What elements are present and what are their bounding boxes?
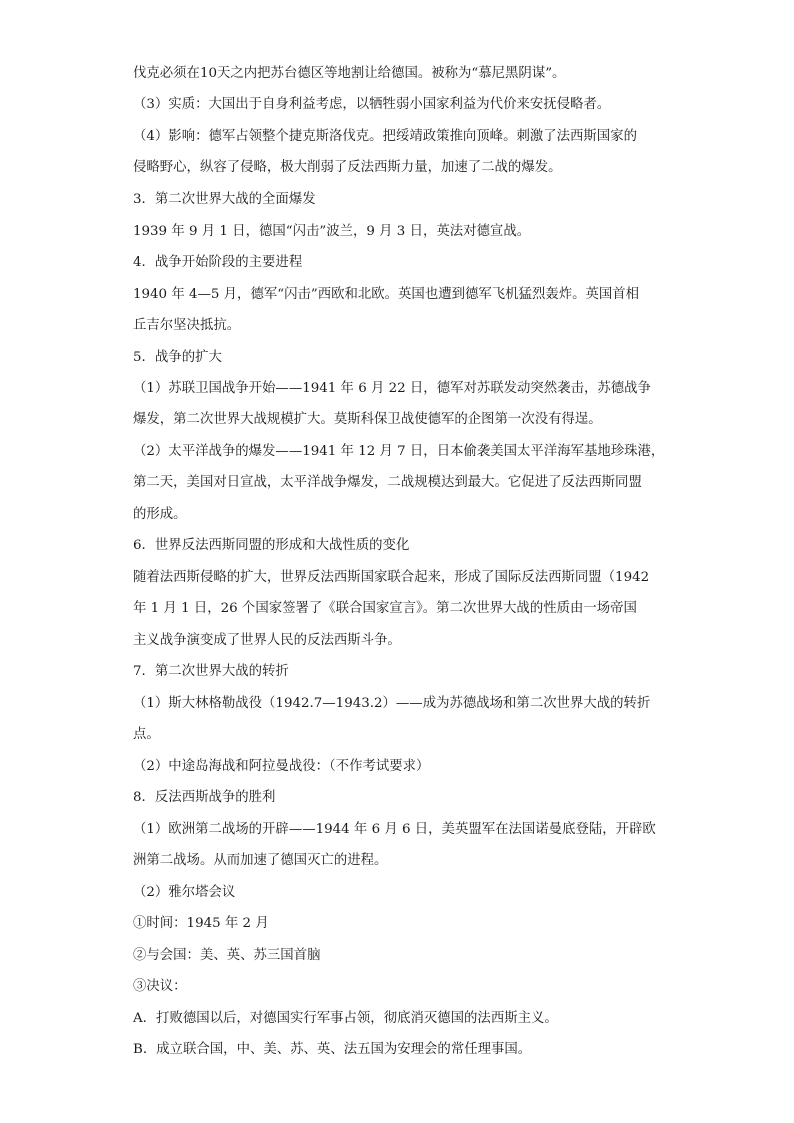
text-line: ①时间：1945 年 2 月 <box>133 916 269 931</box>
section-heading: 3．第二次世界大战的全面爆发 <box>133 192 316 207</box>
text-line: 侵略野心，纵容了侵略，极大削弱了反法西斯力量，加速了二战的爆发。 <box>133 160 562 175</box>
text-line: （4）影响：德军占领整个捷克斯洛伐克。把绥靖政策推向顶峰。刺激了法西斯国家的 <box>133 129 637 144</box>
section-heading: 7．第二次世界大战的转折 <box>133 664 289 679</box>
section-heading: 8．反法西斯战争的胜利 <box>133 790 276 805</box>
text-line: （2）中途岛海战和阿拉曼战役：（不作考试要求） <box>133 759 430 774</box>
text-line: A．打败德国以后，对德国实行军事占领，彻底消灭德国的法西斯主义。 <box>133 1011 558 1026</box>
text-line: 洲第二战场。从而加速了德国灭亡的进程。 <box>133 853 388 868</box>
section-heading: 5．战争的扩大 <box>133 350 222 365</box>
text-line: 随着法西斯侵略的扩大，世界反法西斯国家联合起来，形成了国际反法西斯同盟（1942 <box>133 570 650 585</box>
section-heading: 4．战争开始阶段的主要进程 <box>133 255 303 270</box>
text-line: 1940 年 4—5 月，德军“闪击”西欧和北欧。英国也遭到德军飞机猛烈轰炸。英国首相 <box>133 287 640 302</box>
text-line: ②与会国：美、英、苏三国首脑 <box>133 948 321 963</box>
text-line: 丘吉尔坚决抵抗。 <box>133 318 241 333</box>
text-line: 点。 <box>133 727 160 742</box>
text-line: （3）实质：大国出于自身利益考虑，以牺牲弱小国家利益为代价来安抚侵略者。 <box>133 97 611 112</box>
text-line: （1）苏联卫国战争开始——1941 年 6 月 22 日，德军对苏联发动突然袭击，苏德战争 <box>133 381 651 396</box>
text-line: 的形成。 <box>133 507 187 522</box>
text-line: （2）雅尔塔会议 <box>133 885 236 900</box>
text-line: （1）欧洲第二战场的开辟——1944 年 6 月 6 日，美英盟军在法国诺曼底登陆，开辟欧 <box>133 822 656 837</box>
text-line: 主义战争演变成了世界人民的反法西斯斗争。 <box>133 633 401 648</box>
text-line: ③决议： <box>133 979 187 994</box>
text-line: （2）太平洋战争的爆发——1941 年 12 月 7 日，日本偷袭美国太平洋海军基地珍珠港， <box>133 444 665 459</box>
text-line: 1939 年 9 月 1 日，德国“闪击”波兰，9 月 3 日，英法对德宣战。 <box>133 224 531 239</box>
text-line: 爆发，第二次世界大战规模扩大。莫斯科保卫战使德军的企图第一次没有得逞。 <box>133 412 602 427</box>
text-line: B．成立联合国，中、美、苏、英、法五国为安理会的常任理事国。 <box>133 1042 532 1057</box>
text-line: 年 1 月 1 日，26 个国家签署了《联合国家宣言》。第二次世界大战的性质由一场帝国 <box>133 601 637 616</box>
text-line: 第二天，美国对日宣战，太平洋战争爆发，二战规模达到最大。它促进了反法西斯同盟 <box>133 475 642 490</box>
text-line: （1）斯大林格勒战役（1942.7—1943.2）——成为苏德战场和第二次世界大战的转折 <box>133 696 651 711</box>
text-line: 伐克必须在10天之内把苏台德区等地割让给德国。被称为“慕尼黑阴谋”。 <box>133 66 566 81</box>
section-heading: 6．世界反法西斯同盟的形成和大战性质的变化 <box>133 538 410 553</box>
